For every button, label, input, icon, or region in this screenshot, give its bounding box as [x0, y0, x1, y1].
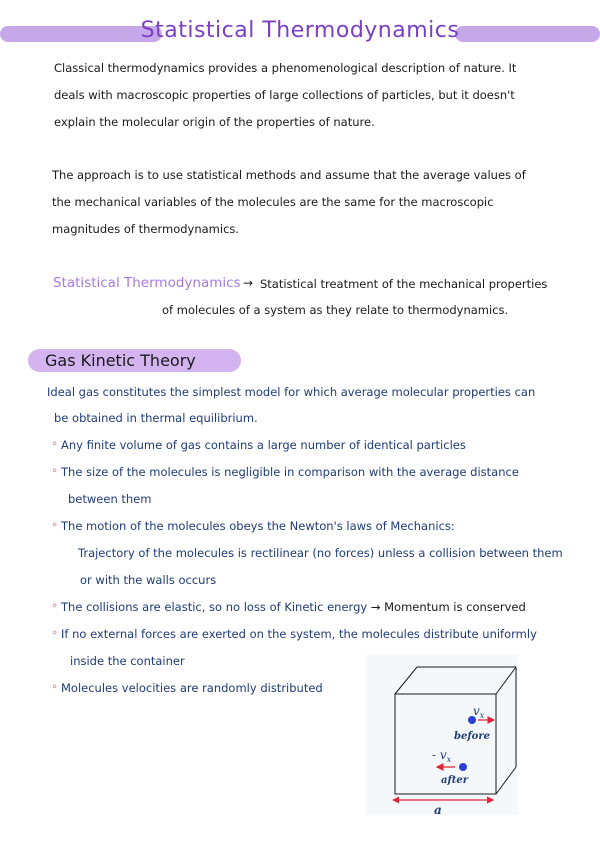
- section-intro-line-1: Ideal gas constitutes the simplest model for which average molecular properties can: [47, 385, 536, 399]
- gas-box-diagram: [366, 655, 518, 815]
- definition-line-2: of molecules of a system as they relate to thermodynamics.: [162, 303, 509, 317]
- bullet-marker: ∘: [51, 625, 59, 639]
- bullet-3-line-2: Trajectory of the molecules is rectilinear (no forces) unless a collision between them: [78, 546, 563, 560]
- approach-line-1: The approach is to use statistical methods and assume that the average values of: [52, 168, 526, 182]
- label-after: after: [441, 775, 469, 786]
- label-vx: $v_x$: [473, 704, 485, 720]
- bullet-4-main: The collisions are elastic, so no loss of Kinetic energy: [61, 600, 368, 614]
- bullet-3-line-1: The motion of the molecules obeys the Newton's laws of Mechanics:: [61, 519, 455, 533]
- definition-line-1: Statistical treatment of the mechanical properties: [260, 277, 548, 291]
- label-minus-vx: - $v_x$: [432, 748, 452, 764]
- bullet-2-line-1: The size of the molecules is negligible in comparison with the average distance: [61, 465, 519, 479]
- section-intro-line-2: be obtained in thermal equilibrium.: [54, 411, 258, 425]
- approach-line-2: the mechanical variables of the molecules are the same for the macroscopic: [52, 195, 494, 209]
- definition-term: Statistical Thermodynamics: [53, 275, 241, 291]
- intro-line-2: deals with macroscopic properties of large collections of particles, but it doesn't: [54, 88, 515, 102]
- gas-box-figure: [366, 655, 518, 815]
- bullet-4-text: [61, 600, 526, 614]
- bullet-marker: ∘: [51, 679, 59, 693]
- particle-after: [459, 763, 467, 771]
- definition-arrow: →: [243, 276, 254, 290]
- page-title: Statistical Thermodynamics: [140, 18, 460, 43]
- approach-paragraph: [52, 162, 572, 243]
- bullet-5-line-1: If no external forces are exerted on the system, the molecules distribute uniformly: [61, 627, 537, 641]
- bullet-1-text: Any finite volume of gas contains a large number of identical particles: [61, 438, 466, 452]
- bullet-6-text: Molecules velocities are randomly distributed: [61, 681, 323, 695]
- approach-line-3: magnitudes of thermodynamics.: [52, 222, 240, 236]
- bullet-4-arrow: →: [370, 600, 381, 614]
- bullet-marker: ∘: [51, 463, 59, 477]
- section-title: Gas Kinetic Theory: [45, 351, 196, 370]
- intro-paragraph: [54, 55, 574, 136]
- intro-line-3: explain the molecular origin of the properties of nature.: [54, 115, 375, 129]
- bullet-marker: ∘: [51, 436, 59, 450]
- bullet-marker: ∘: [51, 598, 59, 612]
- bullet-5-line-2: inside the container: [70, 654, 185, 668]
- bullet-2-line-2: between them: [68, 492, 152, 506]
- intro-line-1: Classical thermodynamics provides a phenomenological description of nature. It: [54, 61, 517, 75]
- bullet-marker: ∘: [51, 517, 59, 531]
- label-before: before: [454, 731, 490, 742]
- bullet-4-result: Momentum is conserved: [384, 600, 526, 614]
- bullet-3-line-3: or with the walls occurs: [80, 573, 217, 587]
- label-a: a: [434, 803, 442, 815]
